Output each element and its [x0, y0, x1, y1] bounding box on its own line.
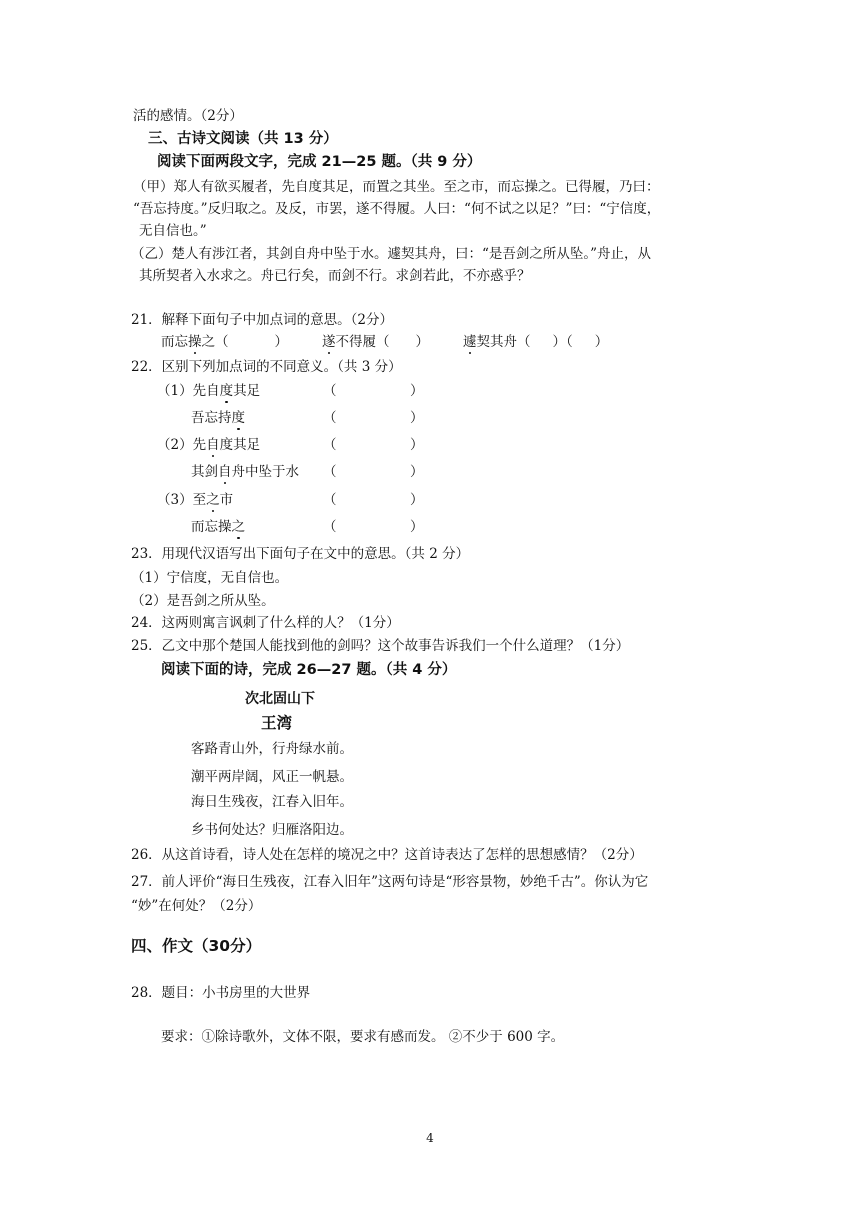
q21-c-mid: ）（	[552, 334, 573, 350]
q22-item: 其剑自舟中坠于水	[191, 464, 299, 480]
q23-sentence: （1）宁信度，无自信也。	[131, 570, 289, 586]
q22-dotted-word: 自	[218, 464, 232, 480]
passage-yi-line: （乙）楚人有涉江者，其剑自舟中坠于水。遽契其舟，曰：“是吾剑之所从坠。”舟止，从	[131, 246, 652, 262]
q21-c-dotted-word: 遽	[463, 334, 477, 350]
q22-item: （3）至之市	[157, 492, 234, 508]
answer-paren-close: ）	[410, 519, 424, 535]
q21-a-close: ）	[274, 334, 288, 350]
question-26: 26．从这首诗看，诗人处在怎样的境况之中？这首诗表达了怎样的思想感情？（2分）	[131, 847, 643, 863]
poem-author: 王湾	[261, 714, 293, 732]
q22-dotted-word: 自	[206, 437, 220, 453]
question-28: 28．题目：小书房里的大世界	[131, 985, 311, 1001]
answer-paren-open: （	[323, 519, 337, 535]
passage-jia-line: （甲）郑人有欲买履者，先自度其足，而置之其坐。至之市，而忘操之。已得履，乃曰：	[133, 179, 660, 195]
poem-title: 次北固山下	[245, 691, 315, 707]
q21-b-close: ）	[415, 334, 429, 350]
question-27-line: 27．前人评价“海日生残夜，江春入旧年”这两句诗是“形容景物，妙绝千古”。你认为它	[131, 874, 649, 890]
passage-jia-line: “吾忘持度。”反归取之。及反，市罢，遂不得履。人曰：“何不试之以足？”曰：“宁信度，	[133, 201, 661, 217]
q21-a-pre: 而忘	[161, 334, 188, 350]
q23-sentence: （2）是吾剑之所从坠。	[131, 593, 275, 609]
question-22-stem: 22．区别下列加点词的不同意义。（共 3 分）	[131, 359, 402, 375]
q22-item-number: （1）	[157, 383, 193, 399]
answer-paren-open: （	[323, 492, 337, 508]
section4-title: 四、作文（30分）	[131, 937, 262, 955]
q22-item: （1）先自度其足	[157, 383, 261, 399]
q22-item: 而忘操之	[191, 519, 245, 535]
q22-item: 吾忘持度	[191, 410, 245, 426]
answer-paren-close: ）	[410, 492, 424, 508]
poem-line: 客路青山外，行舟绿水前。	[191, 741, 353, 757]
answer-paren-close: ）	[410, 410, 424, 426]
page-number: 4	[426, 1131, 434, 1145]
passage-jia-line: 无自信也。”	[139, 223, 207, 239]
answer-paren-close: ）	[410, 464, 424, 480]
reading2-heading: 阅读下面的诗，完成 26—27 题。（共 4 分）	[161, 662, 457, 678]
q22-dotted-word: 之	[231, 519, 245, 535]
answer-paren-open: （	[323, 437, 337, 453]
previous-question-tail: 活的感情。（2分）	[133, 108, 243, 124]
answer-paren-open: （	[323, 410, 337, 426]
q22-dotted-word: 度	[231, 410, 245, 426]
q21-a-post: 之（	[201, 334, 229, 350]
question-25: 25．乙文中那个楚国人能找到他的剑吗？这个故事告诉我们一个什么道理？（1分）	[131, 638, 630, 654]
section3-title: 三、古诗文阅读（共 13 分）	[148, 131, 338, 147]
q22-item-number: （3）	[157, 492, 193, 508]
q22-item-number: （2）	[157, 437, 193, 453]
answer-paren-open: （	[323, 383, 337, 399]
q21-a-dotted-word: 操	[188, 334, 202, 350]
q22-dotted-word: 度	[219, 383, 234, 399]
passage-yi-line: 其所契者入水求之。舟已行矣，而剑不行。求剑若此，不亦惑乎？	[139, 268, 531, 284]
composition-requirements: 要求：①除诗歌外，文体不限，要求有感而发。 ②不少于 600 字。	[161, 1029, 565, 1045]
answer-paren-close: ）	[410, 383, 424, 399]
question-27-line: “妙”在何处？（2分）	[131, 898, 262, 914]
question-21-items	[161, 333, 608, 351]
q21-b-dotted-word: 遂	[322, 334, 336, 350]
q21-b-post: 不得履（	[335, 334, 390, 350]
poem-line: 潮平两岸阔，风正一帆悬。	[191, 769, 353, 785]
answer-paren-close: ）	[410, 437, 424, 453]
q22-dotted-word: 之	[206, 492, 220, 508]
q21-c-post: 契其舟（	[476, 334, 531, 350]
reading1-heading: 阅读下面两段文字，完成 21—25 题。（共 9 分）	[157, 154, 482, 170]
poem-line: 海日生残夜，江春入旧年。	[191, 794, 353, 810]
poem-line: 乡书何处达？归雁洛阳边。	[191, 822, 353, 838]
question-24: 24．这两则寓言讽刺了什么样的人？（1分）	[131, 615, 400, 631]
q22-item: （2）先自度其足	[157, 437, 261, 453]
question-23-stem: 23．用现代汉语写出下面句子在文中的意思。（共 2 分）	[131, 546, 470, 562]
question-21-stem: 21．解释下面句子中加点词的意思。（2分）	[131, 312, 394, 328]
answer-paren-open: （	[323, 464, 337, 480]
q21-c-close: ）	[594, 334, 609, 350]
